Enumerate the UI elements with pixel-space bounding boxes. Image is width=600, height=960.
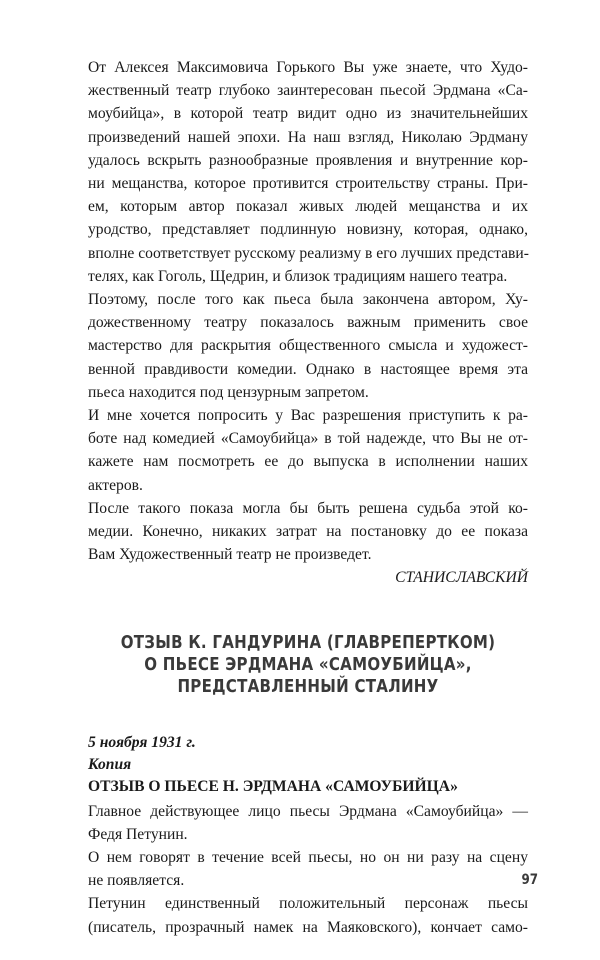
- review-paragraph-1: [88, 800, 528, 846]
- text-line: венной правдивости комедии. Однако в настоящее время эта: [88, 360, 528, 378]
- document-title: ОТЗЫВ О ПЬЕСЕ Н. ЭРДМАНА «САМОУБИЙЦА»: [88, 777, 458, 795]
- text-line: мастерство для раскрытия общественного смысла и художест-: [88, 337, 528, 355]
- letter-paragraph-3: [88, 404, 528, 497]
- text-line: О нем говорят в течение всей пьесы, но он ни разу на сцену: [88, 849, 528, 867]
- text-line: Федя Петунин.: [88, 825, 188, 843]
- heading-line: ПРЕДСТАВЛЕННЫЙ СТАЛИНУ: [177, 676, 439, 697]
- text-line: боте над комедией «Самоубийца» в той надежде, что Вы не от-: [88, 430, 528, 448]
- text-line: телях, как Гоголь, Щедрин, и близок традициям нашего театра.: [88, 267, 508, 285]
- text-line: Вам Художественный театр не произведет.: [88, 546, 372, 564]
- text-line: Главное действующее лицо пьесы Эрдмана «Самоубийца» —: [88, 802, 528, 820]
- text-line: моубийца», в которой театр видит одно из значительнейших: [88, 105, 528, 123]
- text-line: После такого показа могла бы быть решена судьба этой ко-: [88, 499, 528, 517]
- text-line: жественный театр глубоко заинтересован пьесой Эрдмана «Са-: [88, 82, 528, 100]
- text-line: медии. Конечно, никаких затрат на постановку до ее показа: [88, 523, 528, 541]
- review-body: [88, 800, 528, 939]
- text-line: ни мещанства, которое противится строительству страны. При-: [88, 175, 528, 193]
- text-line: Поэтому, после того как пьеса была закончена автором, Ху-: [88, 291, 528, 309]
- text-line: кажете нам посмотреть ее до выпуска в исполнении наших: [88, 453, 528, 471]
- letter-signature: СТАНИСЛАВСКИЙ: [395, 569, 528, 587]
- text-line: (писатель, прозрачный намек на Маяковского), кончает само-: [88, 918, 528, 936]
- text-line: Петунин единственный положительный персонаж пьесы: [88, 895, 528, 913]
- document-date: 5 ноября 1931 г.: [88, 733, 196, 751]
- letter-paragraph-1: [88, 56, 528, 288]
- section-heading: [119, 632, 497, 698]
- letter-paragraph-4: [88, 497, 528, 567]
- text-line: ем, которым автор показал живых людей мещанства и их: [88, 198, 528, 216]
- letter-paragraph-2: [88, 288, 528, 404]
- text-line: От Алексея Максимовича Горького Вы уже знаете, что Худо-: [88, 59, 528, 76]
- text-line: актеров.: [88, 476, 143, 494]
- review-paragraph-2: [88, 846, 528, 892]
- page-number: 97: [521, 872, 538, 888]
- text-line: не появляется.: [88, 872, 185, 890]
- heading-line: ОТЗЫВ К. ГАНДУРИНА (ГЛАВРЕПЕРТКОМ): [120, 632, 496, 653]
- text-line: уродство, представляет подлинную новизну, которая, однако,: [88, 221, 528, 239]
- page-content: [88, 56, 528, 939]
- text-line: произведений нашей эпохи. На наш взгляд, Николаю Эрдману: [88, 128, 528, 146]
- text-line: И мне хочется попросить у Вас разрешения приступить к ра-: [88, 407, 528, 425]
- review-paragraph-3: [88, 892, 528, 938]
- text-line: пьеса находится под цензурным запретом.: [88, 383, 369, 401]
- document-meta: [88, 732, 528, 776]
- heading-line: О ПЬЕСЕ ЭРДМАНА «САМОУБИЙЦА»,: [144, 654, 472, 675]
- text-line: удалось вскрыть разнообразные проявления и внутренние кор-: [88, 151, 528, 169]
- copy-label: Копия: [88, 755, 132, 773]
- text-line: вполне соответствует русскому реализму в его лучших представи-: [88, 244, 529, 262]
- text-line: дожественному театру показалось важным применить свое: [88, 314, 528, 332]
